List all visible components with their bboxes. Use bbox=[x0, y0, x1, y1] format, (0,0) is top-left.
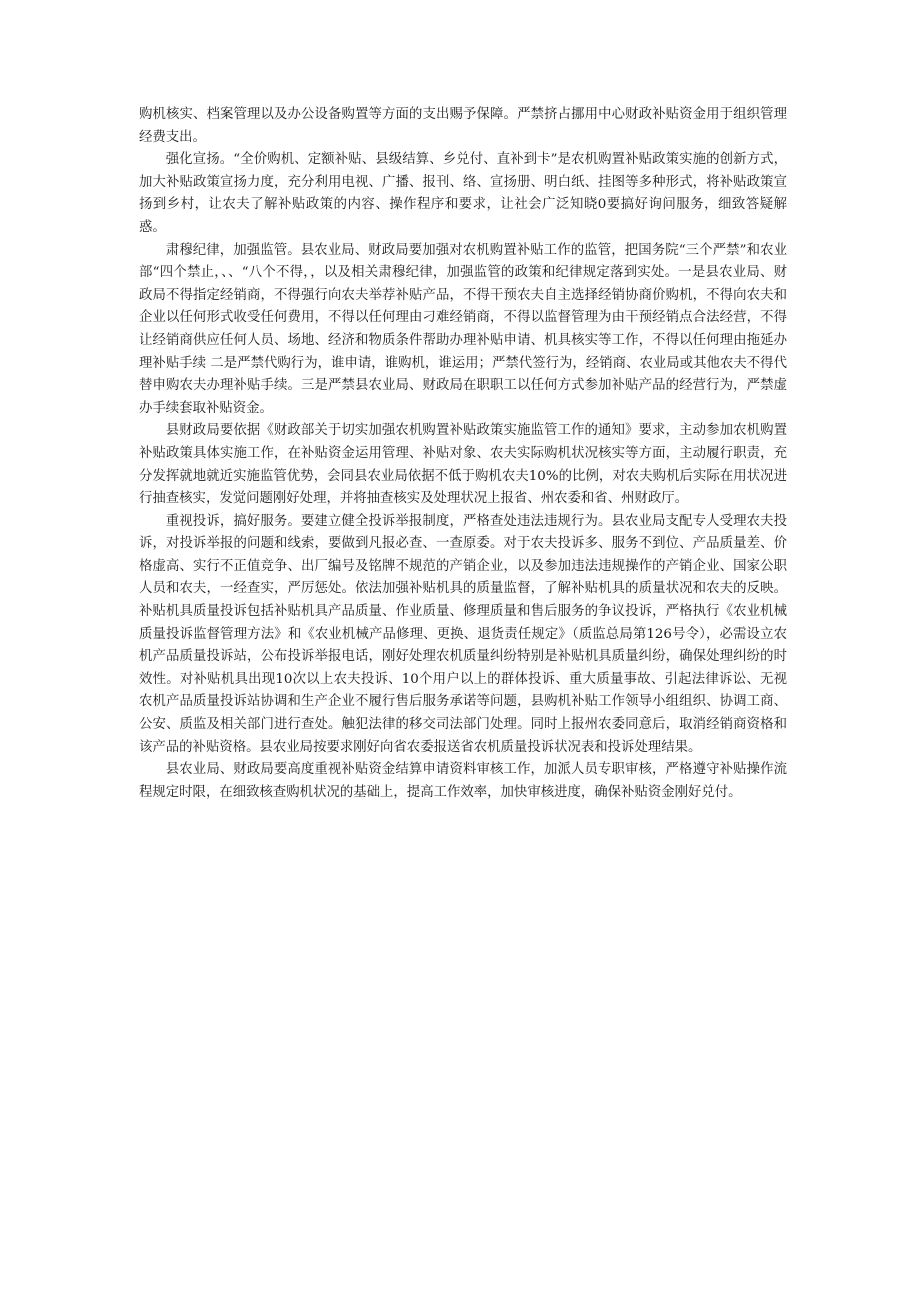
paragraph-discipline: 肃穆纪律，加强监管。县农业局、财政局要加强对农机购置补贴工作的监管，把国务院“三个严禁”和农业部“四个禁止，、、“八个不得，，以及相关肃穆纪律，加强监管的政策和纪律规定落到实处。一是县农业局、财政局不得指定经销商，不得强行向农夫举荐补贴产品，不得干预农夫自主选择经销协商价购机，不得向农夫和企业以任何形式收受任何费用，不得以任何理由刁难经销商，不得以监督管理为由干预经销点合法经营，不得让经销商供应任何人员、场地、经济和物质条件帮助办理补贴申请、机具核实等工作，不得以任何理由拖延办理补贴手续 二是严禁代购行为，谁申请，谁购机，谁运用；严禁代签行为，经销商、农业局或其他农夫不得代替申购农夫办理补贴手续。三是严禁县农业局、财政局在职职工以任何方式参加补贴产品的经营行为，严禁虚办手续套取补贴资金。 bbox=[139, 242, 787, 416]
paragraph-support: 购机核实、档案管理以及办公设备购置等方面的支出赐予保障。严禁挤占挪用中心财政补贴资金用于组织管理经费支出。 bbox=[139, 107, 787, 145]
paragraph-finance-bureau: 县财政局要依据《财政部关于切实加强农机购置补贴政策实施监管工作的通知》要求，主动参加农机购置补贴政策具体实施工作，在补贴资金运用管理、补贴对象、农夫实际购机状况核实等方面，主动履行职责，充分发挥就地就近实施监管优势，会同县农业局依据不低于购机农夫10%的比例，对农夫购机后实际在用状况进行抽查核实，发觉问题刚好处理，并将抽查核实及处理状况上报省、州农委和省、州财政厅。 bbox=[139, 423, 787, 507]
paragraph-review: 县农业局、财政局要高度重视补贴资金结算申请资料审核工作，加派人员专职审核，严格遵守补贴操作流程规定时限，在细致核查购机状况的基础上，提高工作效率，加快审核进度，确保补贴资金刚好兑付。 bbox=[139, 762, 787, 800]
paragraph-publicity: 强化宣扬。“全价购机、定额补贴、县级结算、乡兑付、直补到卡”是农机购置补贴政策实施的创新方式，加大补贴政策宣扬力度，充分利用电视、广播、报刊、络、宣扬册、明白纸、挂图等多种形式，将补贴政策宣扬到乡村，让农夫了解补贴政策的内容、操作程序和要求，让社会广泛知晓0要搞好询问服务，细致答疑解惑。 bbox=[139, 152, 787, 235]
document-body bbox=[139, 104, 787, 804]
paragraph-complaints: 重视投诉，搞好服务。要建立健全投诉举报制度，严格查处违法违规行为。县农业局支配专人受理农夫投诉，对投诉举报的问题和线索，要做到凡报必查、一查原委。对于农夫投诉多、服务不到位、产品质量差、价格虚高、实行不正值竞争、出厂编号及铭牌不规范的产销企业，以及参加违法违规操作的产销企业、国家公职人员和农夫，一经查实，严厉惩处。依法加强补贴机具的质量监督，了解补贴机具的质量状况和农夫的反映。补贴机具质量投诉包括补贴机具产品质量、作业质量、修理质量和售后服务的争议投诉，严格执行《农业机械质量投诉监督管理方法》和《农业机械产品修理、更换、退货责任规定》（质监总局第126号令），必需设立农机产品质量投诉站，公布投诉举报电话，刚好处理农机质量纠纷特别是补贴机具质量纠纷，确保处理纠纷的时效性。对补贴机具出现10次以上农夫投诉、10个用户以上的群体投诉、重大质量事故、引起法律诉讼、无视农机产品质量投诉站协调和生产企业不履行售后服务承诺等问题，县购机补贴工作领导小组组织、协调工商、公安、质监及相关部门进行查处。触犯法律的移交司法部门处理。同时上报州农委同意后，取消经销商资格和该产品的补贴资格。县农业局按要求刚好向省农委报送省农机质量投诉状况表和投诉处理结果。 bbox=[139, 513, 787, 755]
